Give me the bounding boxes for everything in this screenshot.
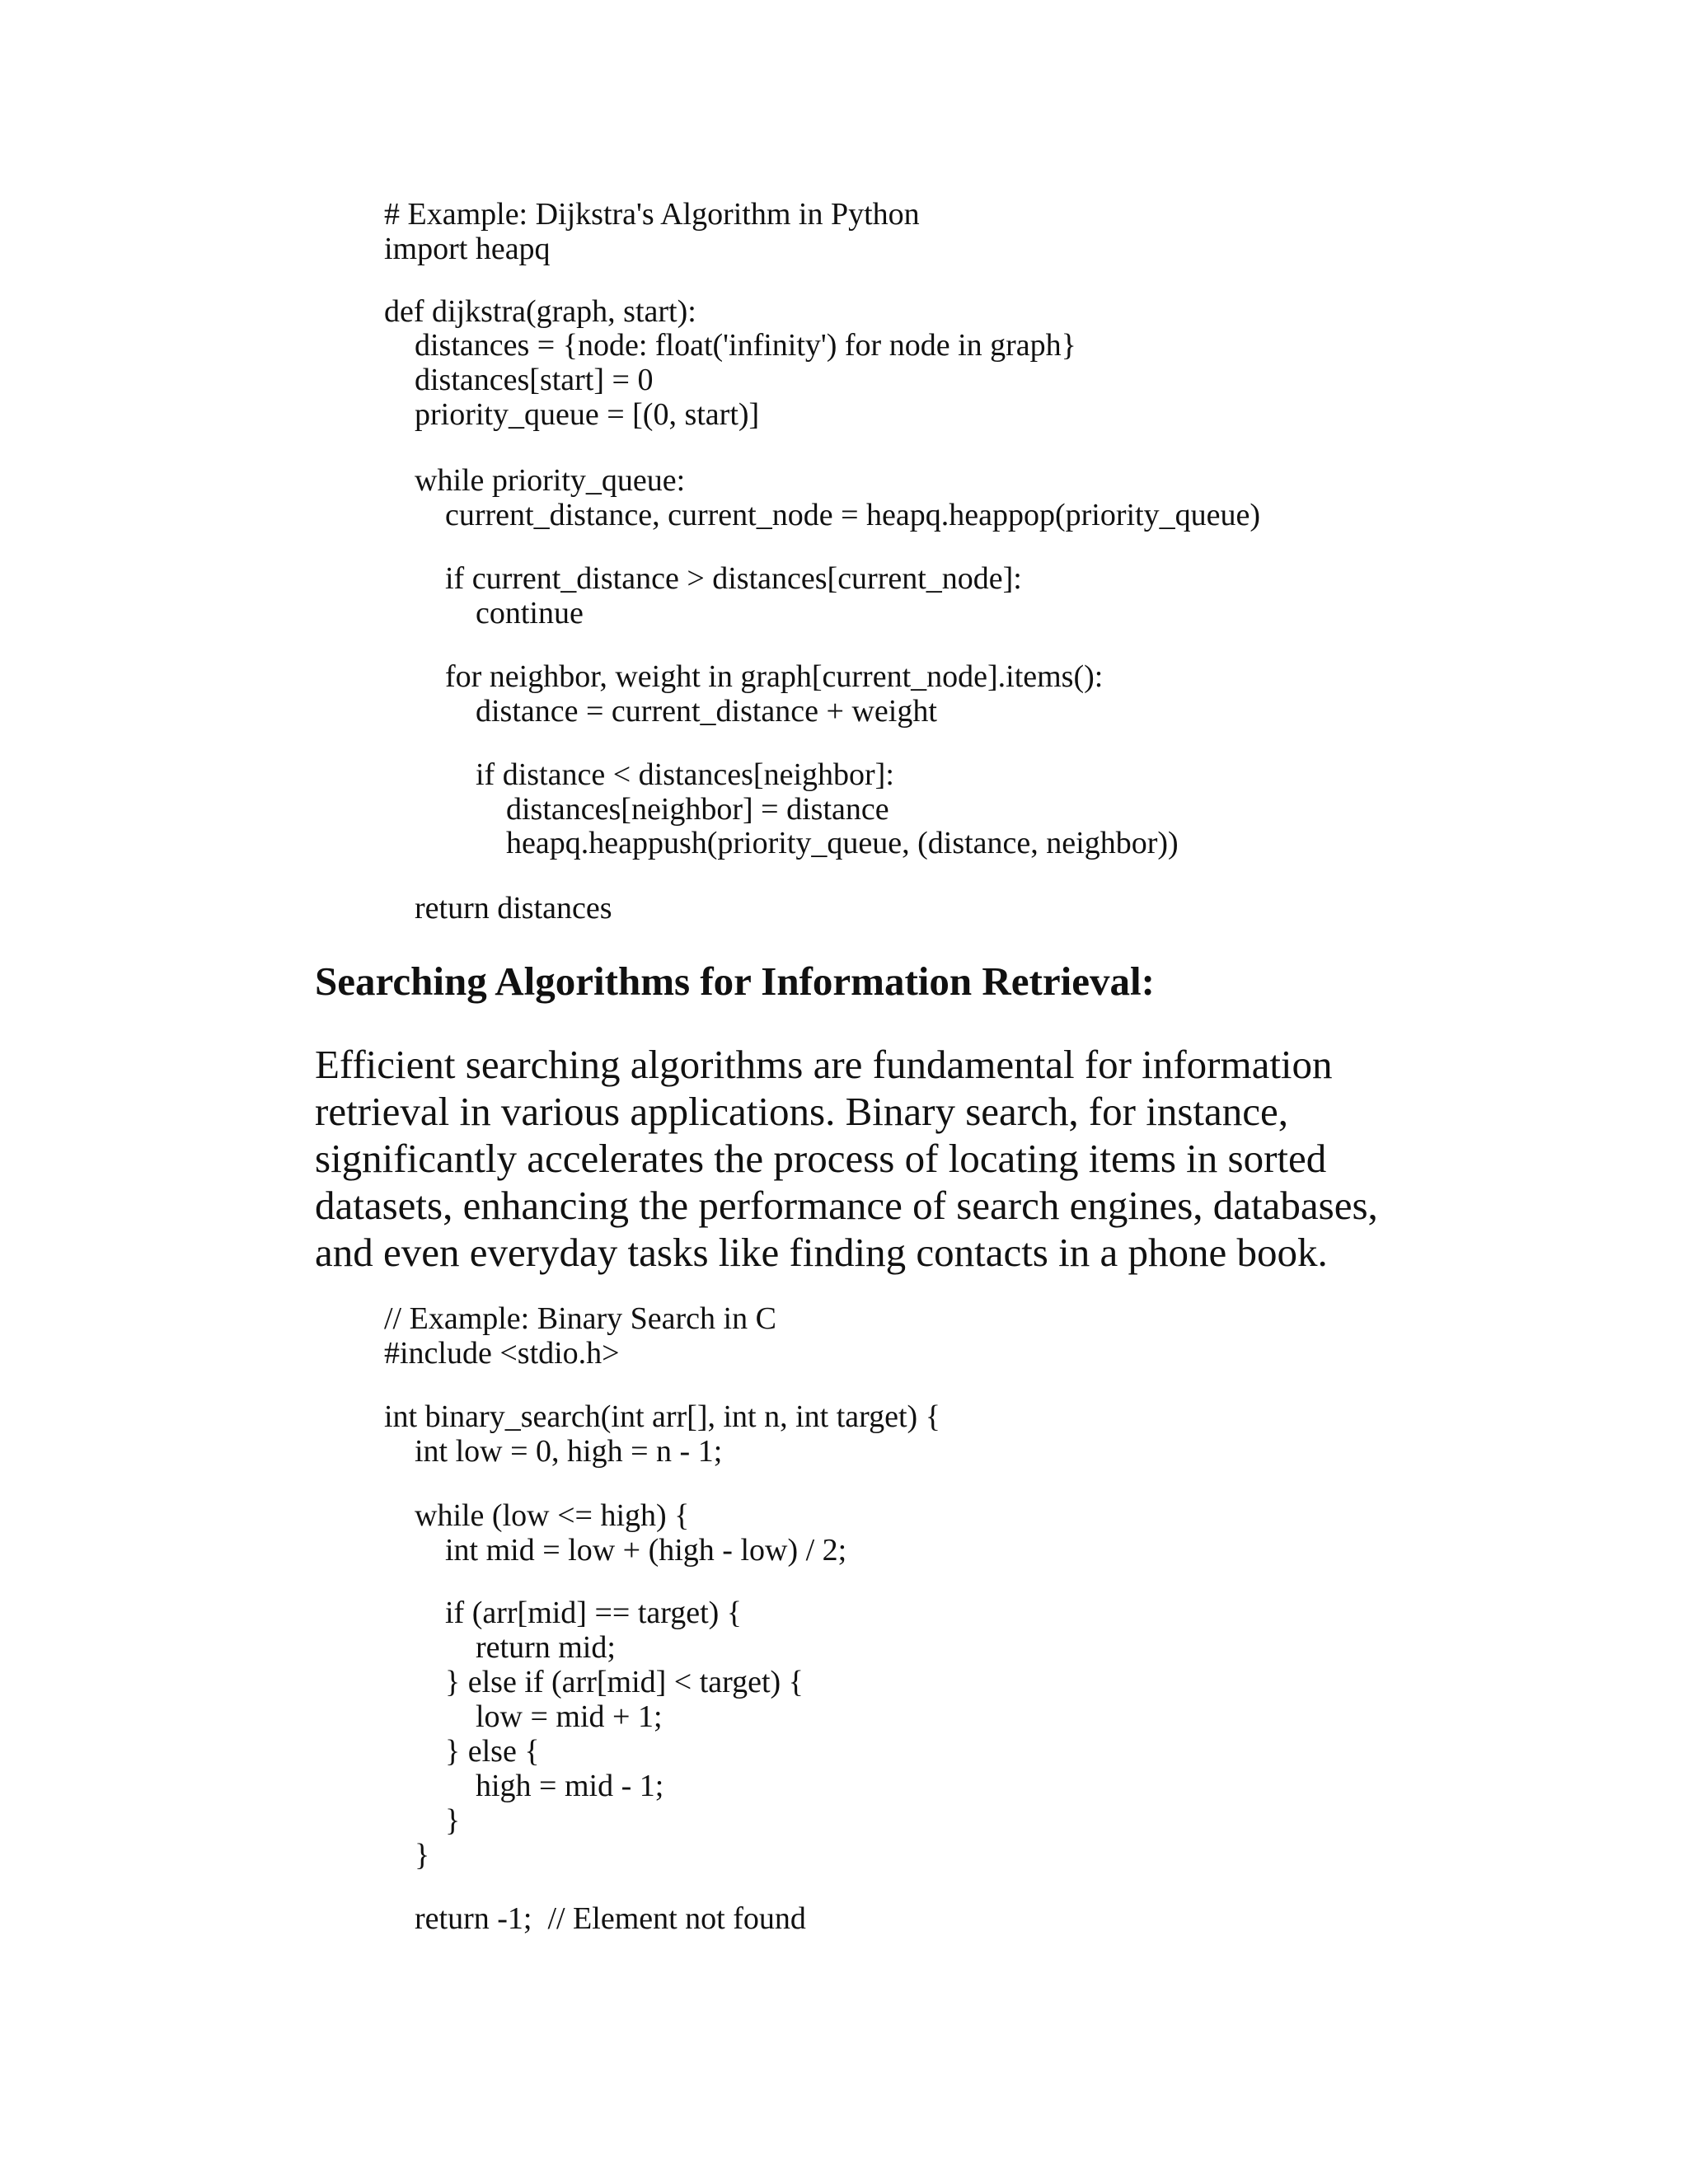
code-line: current_distance, current_node = heapq.heappop(priority_queue) (445, 498, 1260, 532)
code-line: } else if (arr[mid] < target) { (445, 1665, 804, 1699)
code-line: continue (476, 596, 584, 630)
code-line: low = mid + 1; (476, 1699, 663, 1734)
code-line: } else { (445, 1734, 540, 1769)
code-line: if (arr[mid] == target) { (445, 1596, 743, 1630)
code-line: # Example: Dijkstra's Algorithm in Python (384, 197, 920, 232)
code-line: int mid = low + (high - low) / 2; (445, 1533, 847, 1568)
code-line: distances[start] = 0 (415, 363, 654, 397)
code-line: int low = 0, high = n - 1; (415, 1434, 723, 1469)
code-line: // Example: Binary Search in C (384, 1301, 776, 1336)
code-line: int binary_search(int arr[], int n, int target) { (384, 1399, 940, 1434)
code-line: heapq.heappush(priority_queue, (distance, neighbor)) (506, 826, 1179, 860)
paragraph-line: significantly accelerates the process of locating items in sorted (315, 1136, 1327, 1181)
code-line: while (low <= high) { (415, 1498, 690, 1533)
code-line: } (415, 1838, 430, 1872)
code-line: while priority_queue: (415, 463, 686, 498)
paragraph-line: and even everyday tasks like finding contacts in a phone book. (315, 1230, 1328, 1275)
paragraph-line: Efficient searching algorithms are fundamental for information (315, 1042, 1333, 1087)
code-line: #include <stdio.h> (384, 1336, 620, 1371)
code-line: if current_distance > distances[current_node]: (445, 561, 1022, 596)
code-line: if distance < distances[neighbor]: (476, 757, 894, 792)
code-line: priority_queue = [(0, start)] (415, 397, 760, 432)
code-line: distances = {node: float('infinity') for node in graph} (415, 328, 1076, 363)
code-line: distance = current_distance + weight (476, 694, 937, 729)
code-line: for neighbor, weight in graph[current_node].items(): (445, 659, 1104, 694)
code-line: high = mid - 1; (476, 1769, 664, 1803)
code-line: return mid; (476, 1630, 616, 1665)
code-line: } (445, 1803, 461, 1838)
section-heading: Searching Algorithms for Information Retrieval: (315, 958, 1155, 1004)
code-line: distances[neighbor] = distance (506, 792, 889, 827)
paragraph-line: datasets, enhancing the performance of search engines, databases, (315, 1183, 1378, 1228)
section-paragraph (315, 1041, 1411, 1276)
code-line: def dijkstra(graph, start): (384, 294, 696, 329)
code-line: return distances (415, 891, 612, 926)
paragraph-line: retrieval in various applications. Binary search, for instance, (315, 1089, 1289, 1134)
code-line: return -1; // Element not found (415, 1901, 806, 1936)
code-line: import heapq (384, 232, 551, 266)
